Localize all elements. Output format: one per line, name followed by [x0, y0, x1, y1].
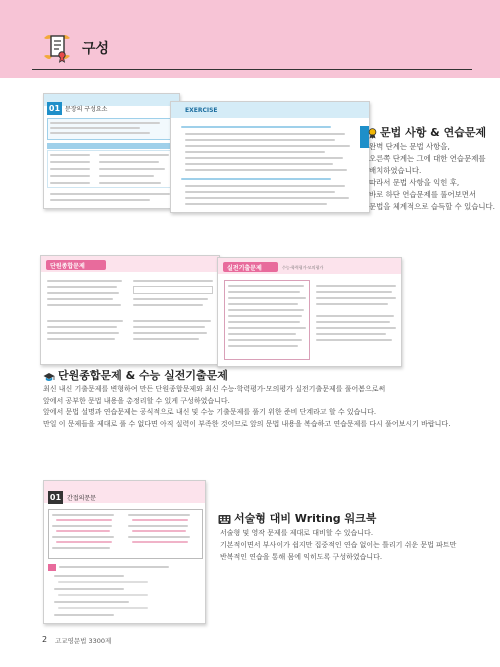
certificate-scroll-icon [40, 30, 74, 64]
page-number: 2 [42, 635, 48, 644]
review-section-title: 단원종합문제 & 수능 실전기출문제 [58, 369, 228, 382]
grammar-section-title: 문법 사항 & 연습문제 [380, 126, 487, 139]
header-band [0, 0, 500, 78]
grammar-page-thumbnail [43, 93, 180, 209]
unit-review-page-thumbnail [40, 255, 220, 365]
lesson-number-badge: 01 [48, 104, 61, 113]
title-divider [32, 69, 472, 70]
writing-section-title: 서술형 대비 Writing 워크북 [234, 512, 377, 525]
lesson-title: 문장의 구성요소 [65, 106, 108, 113]
workbook-lesson-title: 간접의문문 [67, 495, 96, 502]
writing-workbook-thumbnail [43, 480, 206, 624]
unit-review-title: 단원종합문제 [50, 263, 85, 270]
review-section-description: 최신 내신 기출문제를 변형하여 만든 단원종합문제와 최신 수능·학력평가·모의평가 실전기출문제를 풀어봄으로써 앞에서 공부한 문법 내용을 총정리할 수 있게 구성하였습니다. 앞에서 문법 설명과 연습문제는 공식적으로 내신 및 수능 기출문제를 풀기 위한 준비 단계라고 할 수 있습니다. 만일 이 문제들을 제대로 풀 수 없다면 아직 실력이 부족한 것이므로 앞의 문법 내용을 복습하고 연습문제를 다시 풀어보시기 바랍니다. [43, 385, 451, 428]
writing-section-description: 서술형 및 영작 문제를 제대로 대비할 수 있습니다. 기본적이면서 부사이가 쉽지만 집중적인 연습 없이는 틀리기 쉬운 문법 파트만 반복적인 연습을 통해 몸에 익히도록 구성하였습니다. [220, 529, 457, 561]
exercise-page-thumbnail [170, 101, 370, 213]
exercise-title: EXERCISE [185, 107, 218, 114]
mock-exam-page-thumbnail [217, 257, 402, 367]
ribbon-medal-icon [367, 124, 378, 135]
graduation-cap-icon [43, 368, 54, 379]
keyboard-icon [218, 510, 231, 521]
mock-exam-title: 실전기출문제 [227, 265, 262, 272]
book-title: 고교영문법 3300제 [55, 637, 112, 645]
page-title: 구성 [82, 41, 110, 57]
workbook-lesson-badge: 01 [49, 493, 62, 502]
grammar-section-description: 완벽 단계는 문법 사항을, 오른쪽 단계는 그에 대한 연습문제를 배치하였습니다. 따라서 문법 사항을 익힌 후, 바로 하단 연습문제를 풀어보면서 문법을 체계적으로 습득할 수 있습니다. [369, 142, 495, 211]
mock-exam-subtitle: 수능·학력평가·모의평가 [282, 265, 324, 270]
